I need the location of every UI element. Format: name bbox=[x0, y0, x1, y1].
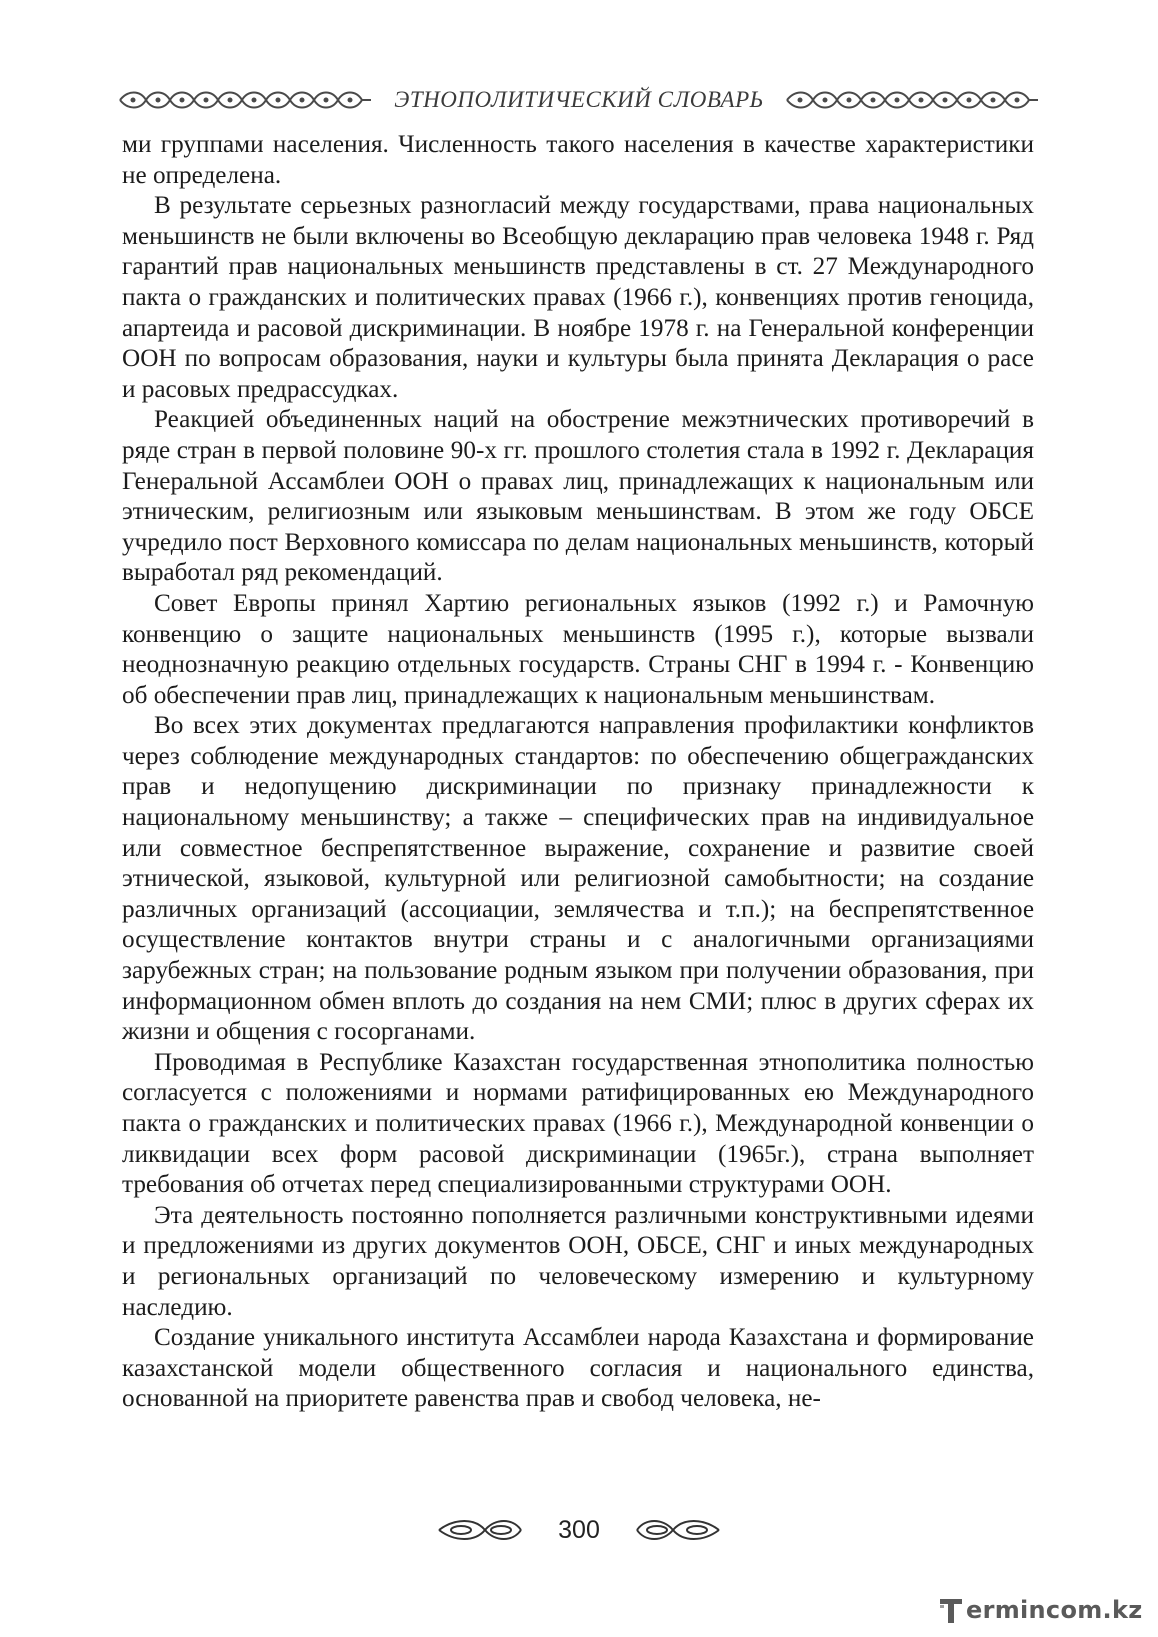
watermark-text: ermincom.kz bbox=[966, 1596, 1143, 1624]
flourish-icon bbox=[633, 1516, 723, 1544]
ornament-band-icon bbox=[118, 88, 373, 112]
body-text bbox=[122, 130, 1034, 1415]
paragraph: ми группами населения. Численность такого населения в качестве характеристики не определена. bbox=[122, 131, 1034, 189]
paragraph: Реакцией объединенных наций на обострение межэтнических противоречий в ряде стран в первой половине 90-х гг. прошлого столетия стала в 1992 г. Декларация Генеральной Ассамблеи ООН о правах лиц, принадлежащих к национальным или этническим, религиозным или языковым меньшинствам. В этом же году ОБСЕ учредило пост Верховного комиссара по делам национальных меньшинств, который выработал ряд рекомендаций. bbox=[122, 406, 1034, 587]
watermark-logo-icon bbox=[940, 1597, 964, 1623]
ornament-band-icon bbox=[785, 88, 1040, 112]
watermark bbox=[940, 1592, 1143, 1628]
page-footer bbox=[0, 1510, 1158, 1550]
paragraph: Создание уникального института Ассамблеи народа Казахстана и формирование казахстанской модели общественного согласия и национального единства, основанной на приоритете равенства прав и свобод человека, не- bbox=[122, 1324, 1034, 1413]
paragraph: Проводимая в Республике Казахстан государственная этнополитика полностью согласуется с положениями и нормами ратифицированных ею Международного пакта о гражданских и политических правах (1966 г.), Международной конвенции о ликвидации всех форм расовой дискриминации (1965г.), страна выполняет требования об отчетах перед специализированными структурами ООН. bbox=[122, 1048, 1034, 1199]
paragraph: Эта деятельность постоянно пополняется различными конструктивными идеями и предложениями из других документов ООН, ОБСЕ, СНГ и иных международных и региональных организаций по человеческому измерению и культурному наследию. bbox=[122, 1201, 1034, 1321]
page-number: 300 bbox=[558, 1515, 600, 1544]
paragraph: Во всех этих документах предлагаются направления профилактики конфликтов через соблюдение международных стандартов: по обеспечению общегражданских прав и недопущению дискриминации по признаку принадлежности к национальному меньшинству; а также – специфических прав на индивидуальное или совместное беспрепятственное выражение, сохранение и развитие своей этнической, языковой, культурной или религиозной самобытности; на создание различных организаций (ассоциации, землячества и т.п.); на беспрепятственное осуществление контактов внутри страны и с аналогичными организациями зарубежных стран; на пользование родным языком при получении образования, при информационном обмен вплоть до создания на нем СМИ; плюс в других сферах их жизни и общения с госорганами. bbox=[122, 712, 1034, 1046]
paragraph: Совет Европы принял Хартию региональных языков (1992 г.) и Рамочную конвенцию о защите национальных меньшинств (1995 г.), которые вызвали неоднозначную реакцию отдельных государств. Страны СНГ в 1994 г. - Конвенцию об обеспечении прав лиц, принадлежащих к национальным меньшинствам. bbox=[122, 589, 1034, 709]
flourish-icon bbox=[435, 1516, 525, 1544]
page-header bbox=[118, 82, 1040, 118]
running-header-title: ЭТНОПОЛИТИЧЕСКИЙ СЛОВАРЬ bbox=[394, 87, 764, 112]
paragraph: В результате серьезных разногласий между государствами, права национальных меньшинств не были включены во Всеобщую декларацию прав человека 1948 г. Ряд гарантий прав национальных меньшинств представлены в ст. 27 Международного пакта о гражданских и политических правах (1966 г.), конвенциях против геноцида, апартеида и расовой дискриминации. В ноябре 1978 г. на Генеральной конференции ООН по вопросам образования, науки и культуры была принята Декларация о расе и расовых предрассудках. bbox=[122, 192, 1034, 403]
